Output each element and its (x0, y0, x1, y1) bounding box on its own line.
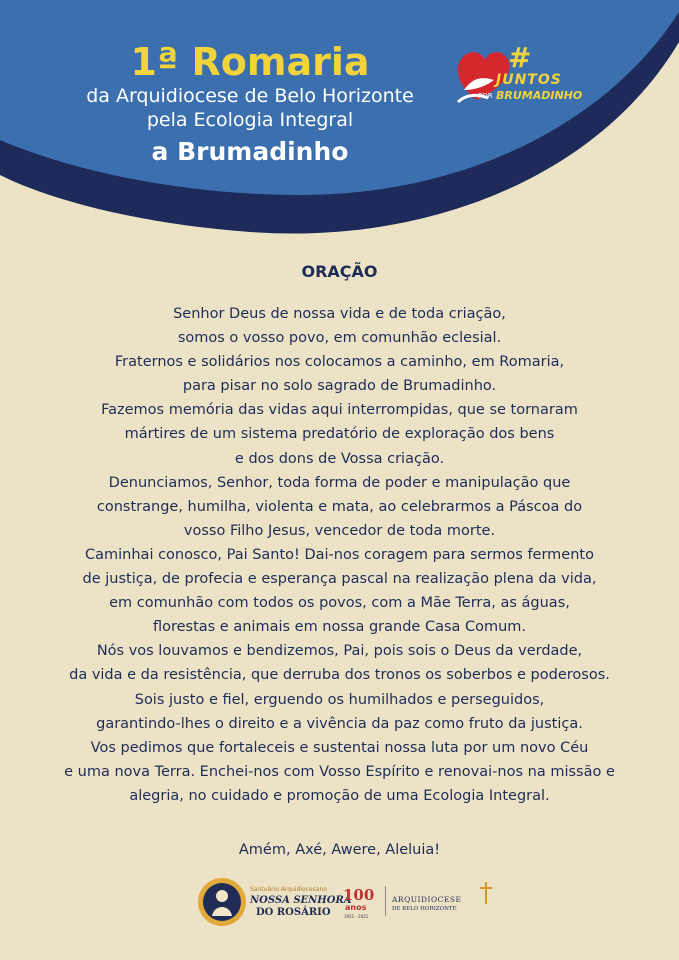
santuario-line-2: NOSSA SENHORA (250, 895, 352, 906)
campaign-city: BRUMADINHO (496, 89, 583, 102)
campaign-word: JUNTOS (496, 72, 562, 88)
santuario-seal-icon (198, 878, 246, 926)
santuario-line-1: Santuário Arquidiocesano (250, 886, 327, 893)
prayer-line: garantindo-lhes o direito e a vivência da paz como fruto da justiça. (96, 715, 583, 732)
prayer-line: Fazemos memória das vidas aqui interrompidas, que se tornaram (101, 402, 578, 419)
prayer-line: vosso Filho Jesus, vencedor de toda morte. (183, 522, 496, 539)
prayer-line: alegria, no cuidado e promoção de uma Ecologia Integral. (129, 787, 550, 804)
prayer-line: Denunciamos, Senhor, toda forma de poder e manipulação que (108, 474, 571, 491)
centenario-word: anos (345, 903, 367, 912)
prayer-line: de justiça, de profecia e esperança pascal na realização plena da vida, (82, 571, 597, 588)
subtitle-line-2: pela Ecologia Integral (146, 109, 354, 131)
arquidiocese-line-1: ARQUIDIOCESE (392, 895, 462, 904)
prayer-line: e dos dons de Vossa criação. (234, 450, 445, 467)
prayer-text (20, 302, 659, 808)
prayer-line: Caminhai conosco, Pai Santo! Dai-nos coragem para sermos fermento (85, 546, 594, 563)
centenario-years: 1921 - 2021 (344, 914, 369, 919)
centenario-number: 100 (343, 886, 375, 904)
arquidiocese-line-2: DE BELO HORIZONTE (392, 906, 457, 912)
prayer-line: para pisar no solo sagrado de Brumadinho. (182, 378, 497, 395)
prayer-line: Sois justo e fiel, erguendo os humilhados e perseguidos, (134, 691, 545, 708)
prayer-line: mártires de um sistema predatório de exploração dos bens (124, 426, 555, 443)
cross-icon (480, 882, 492, 904)
prayer-line: em comunhão com todos os povos, com a Mãe Terra, as águas, (109, 595, 570, 612)
prayer-line: constrange, humilha, violenta e mata, ao celebrarmos a Páscoa do (96, 498, 583, 515)
subtitle-line-1: da Arquidiocese de Belo Horizonte (86, 85, 414, 107)
destination-title: a Brumadinho (151, 137, 349, 166)
campaign-por: POR (478, 92, 493, 100)
prayer-line: da vida e da resistência, que derruba dos tronos os soberbos e poderosos. (69, 667, 610, 684)
page-title: 1ª Romaria (130, 40, 370, 84)
prayer-line: Vos pedimos que fortaleceis e sustentai nossa luta por um novo Céu (90, 739, 589, 756)
campaign-hash: # (508, 41, 532, 74)
prayer-line: Nós vos louvamos e bendizemos, Pai, pois sois o Deus da verdade, (96, 643, 583, 660)
prayer-title: ORAÇÃO (301, 262, 378, 281)
santuario-line-3: DO ROSÁRIO (256, 907, 331, 918)
prayer-line: somos o vosso povo, em comunhão eclesial. (177, 330, 502, 347)
prayer-line: e uma nova Terra. Enchei-nos com Vosso Espírito e renovai-nos na missão e (64, 763, 615, 780)
prayer-line: florestas e animais em nossa grande Casa Comum. (152, 619, 527, 636)
footer-divider (385, 886, 386, 916)
header-title-block (40, 40, 460, 170)
prayer-line: Fraternos e solidários nos colocamos a caminho, em Romaria, (114, 354, 565, 371)
prayer-line: Senhor Deus de nossa vida e de toda criação, (173, 306, 506, 322)
prayer-closing: Amém, Axé, Awere, Aleluia! (238, 842, 441, 858)
